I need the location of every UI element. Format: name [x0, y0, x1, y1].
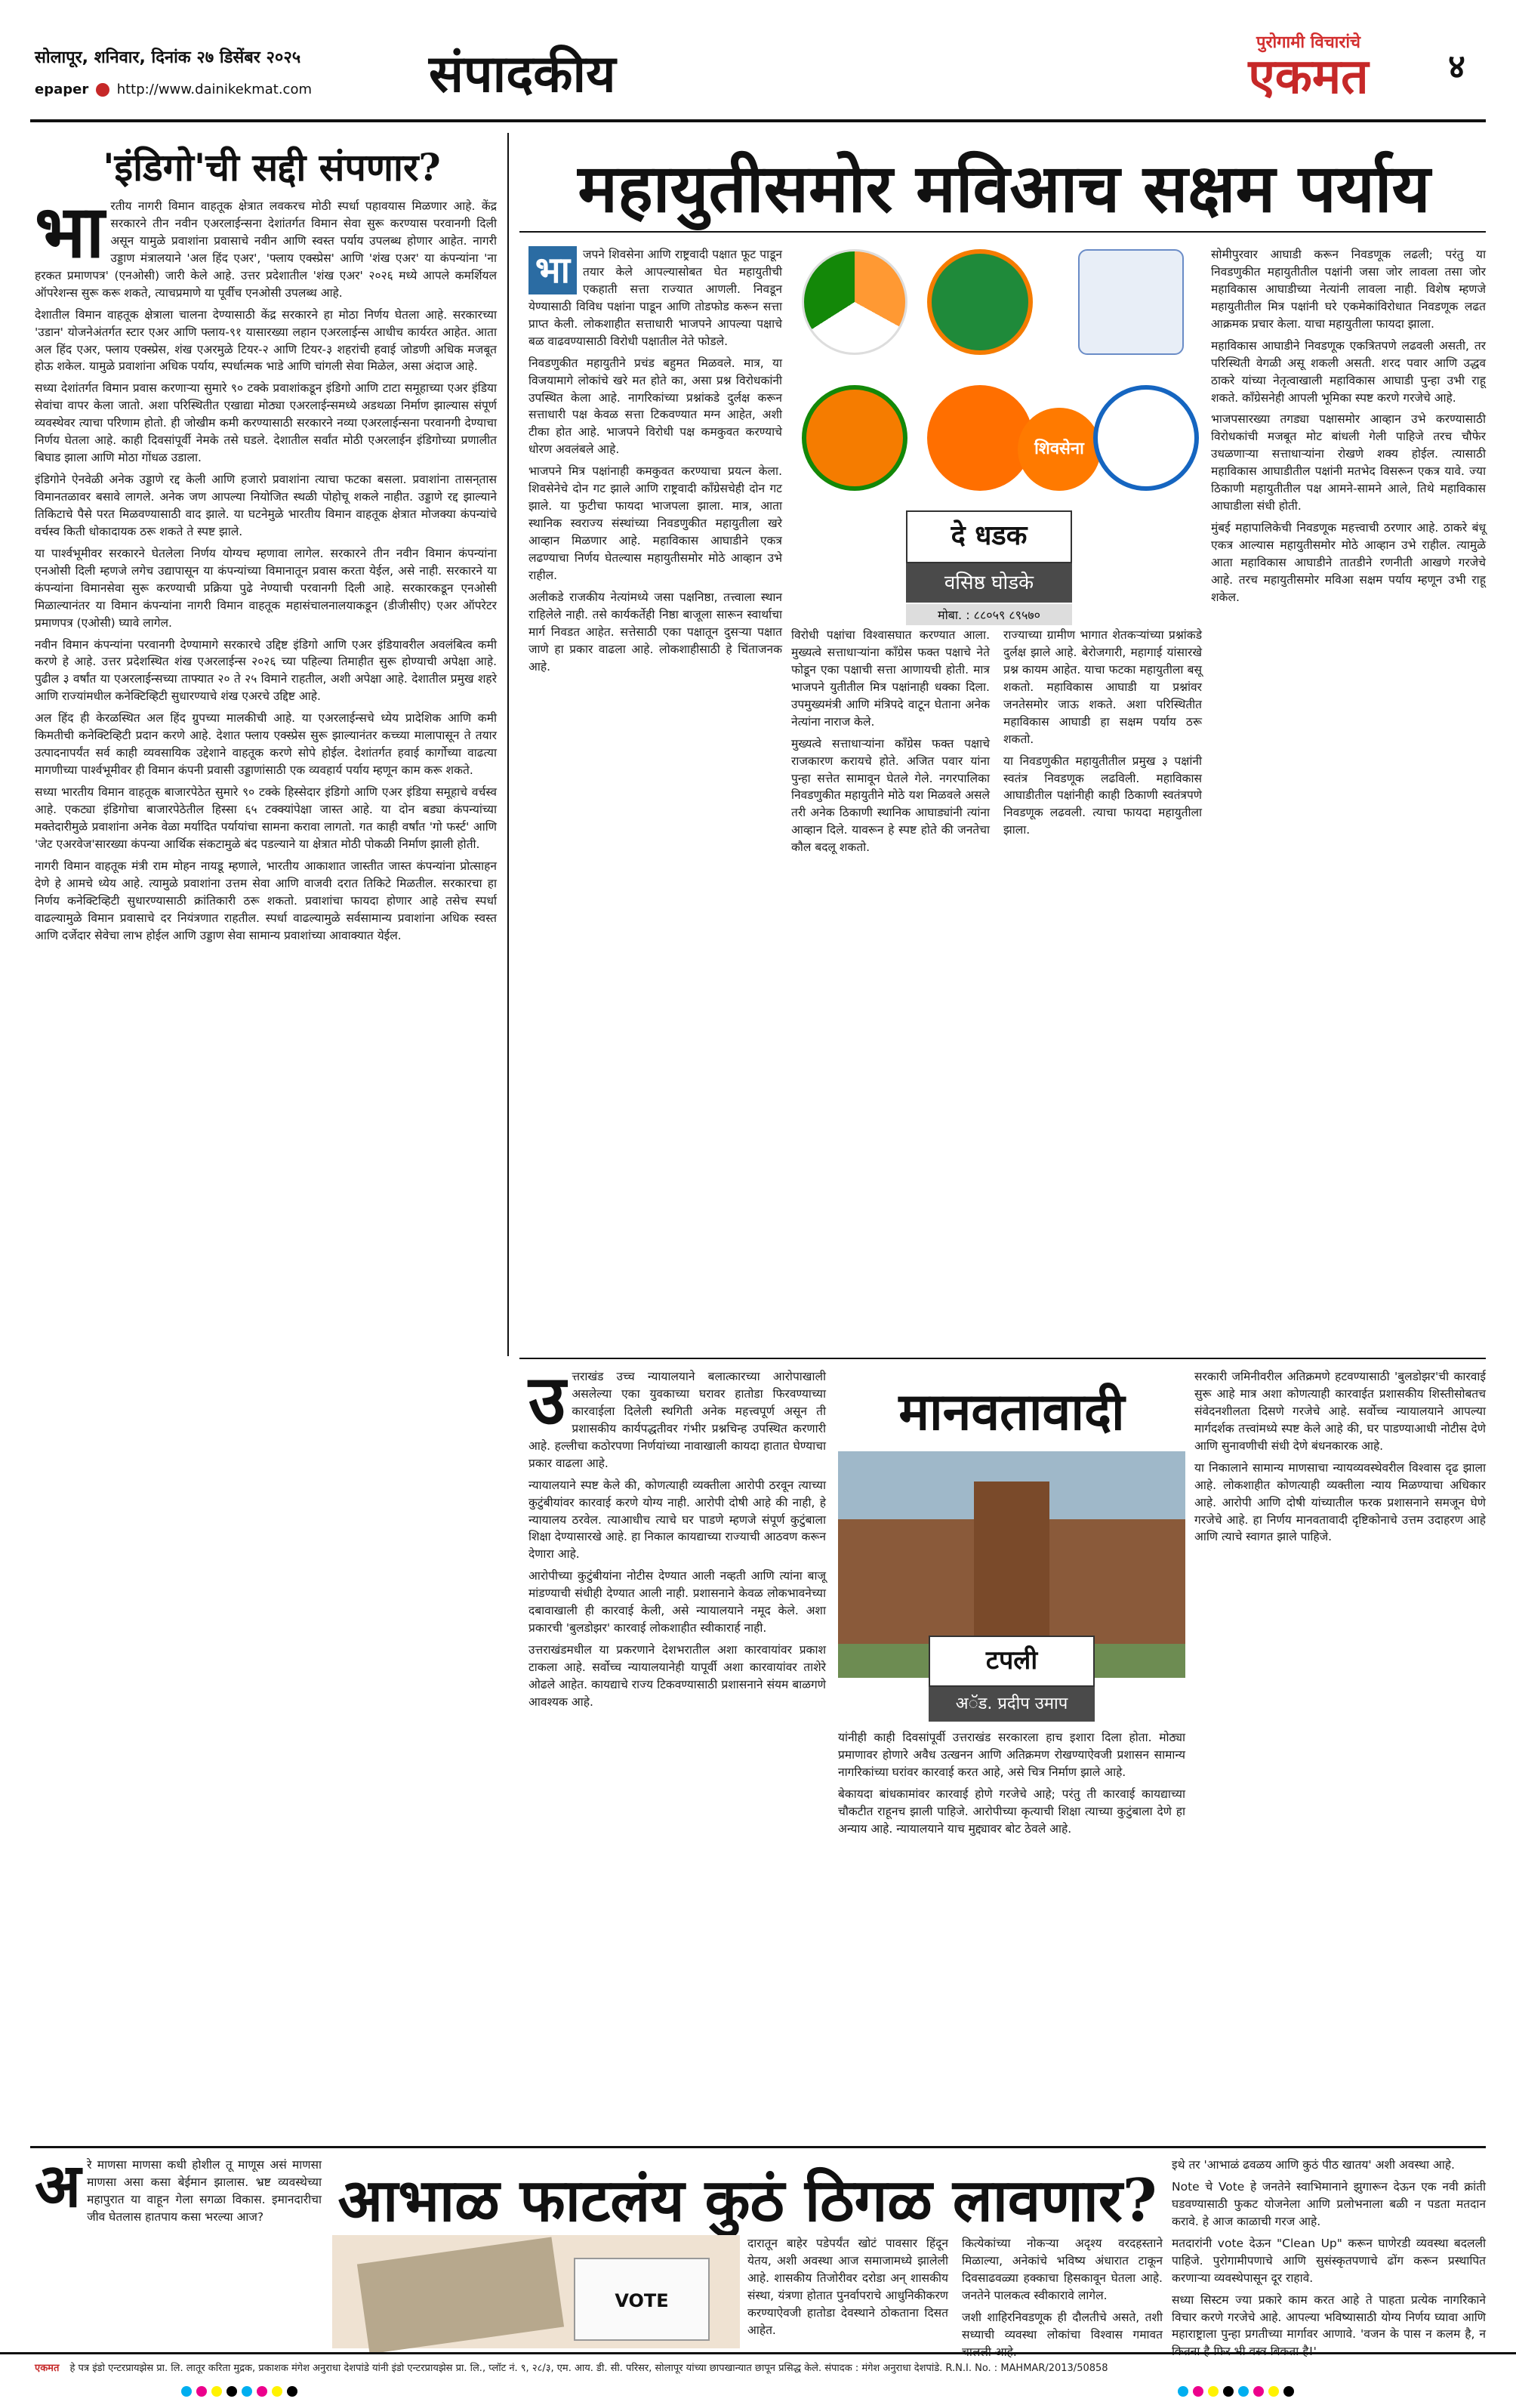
headline-rule: [519, 231, 1486, 233]
paragraph: अल हिंद ही केरळस्थित अल हिंद ग्रुपच्या मालकीची आहे. या एअरलाईन्सचे ध्येय प्रादेशिक आणि कमी किमतीची कनेक्टिव्हिटी प्रदान करणे आहे. देशात फ्लाय एक्स्प्रेस सुरू झाल्यानंतर कच्च्या मालापासून ते तयार उत्पादनापर्यंत सर्व काही व्यवसायिक उद्देशाने वाहतूक करणे सोपे होईल. देशांतर्गत हवाई कार्गोच्या वाढत्या मागणीच्या पार्श्वभूमीवर ही विमान कंपनी प्रवासी उड्डाणांसाठी एक व्यवहार्य पर्याय म्हणून काम करू शकते.: [35, 711, 497, 778]
editorial1-text: [35, 189, 497, 944]
editorial2-dropcap: भा: [528, 246, 577, 294]
paragraph: Note चे Vote हे जनतेने स्वाभिमानाने झुगारून देऊन एक नवी क्रांती घडवण्यासाठी फुकट योजनेला आणि प्रलोभनाला बळी न पडता मतदान करावे. हे आज काळाची गरज आहे.: [1172, 2179, 1486, 2228]
registration-marks-left: [181, 2386, 297, 2397]
editorial4-headline: आभाळ फाटलंय कुठं ठिगळ लावणार?: [337, 2166, 1157, 2235]
editorial2-headline: महायुतीसमोर मविआच सक्षम पर्याय: [578, 149, 1431, 227]
section-rule: [519, 1358, 1486, 1359]
paragraph: देशातील विमान वाहतूक क्षेत्राला चालना देण्यासाठी केंद्र सरकारने हा मोठा निर्णय घेतला आहे. सरकारच्या 'उडान' योजनेअंतर्गत स्टार एअर आणि फ्लाय-९१ यासारख्या लहान एअरलाईन्स आधीच कार्यरत आहेत. आता अल हिंद एअर, फ्लाय एक्स्प्रेस, शंख एअरमुळे टियर-२ आणि टियर-३ शहरांची हवाई जोडणी अधिक मजबूत होऊ शकेल. यामुळे प्रवाशांना अधिक पर्याय, स्पर्धात्मक भाडे आणि चांगली सेवा मिळेल, असा अंदाज आहे.: [35, 307, 497, 374]
column-name-box: दे धडक: [906, 510, 1072, 563]
paragraph: जपने शिवसेना आणि राष्ट्रवादी पक्षात फूट पाडून तयार केले आपल्यासोबत घेत महायुतीची एकहाती सत्ता राज्यात आणली. निवडून येण्यासाठी विविध पक्षांना पाडून आणि तोडफोड करून सत्ता प्राप्त केली. लोकशाहीत सत्ताधारी भाजपने आपल्या पक्षाचे बळ वाढवण्यासाठी विरोधी पक्षातील नेते फोडले.: [528, 248, 782, 348]
epaper-url[interactable]: http://www.dainikekmat.com: [116, 82, 312, 97]
section-rule-2: [30, 2146, 1486, 2148]
paragraph: नवीन विमान कंपन्यांना परवानगी देण्यामागे सरकारचे उद्दिष्ट इंडिगो आणि एअर इंडियावरील अवलंबित्व कमी करणे हे आहे. उत्तर प्रदेशस्थित शंख एअरलाईन्स २०२६ च्या पहिल्या तिमाहीत सुरू होण्याची अपेक्षा आहे. पुढील ३ वर्षांत या एअरलाईन्सच्या ताफ्यात २० ते २५ विमाने राहतील, अशी अपेक्षा आहे. देशातील प्रमुख शहरे आणि राज्यांमधील कनेक्टिव्हिटी सुधारण्याचे शंख एअरचे उद्दिष्ट आहे.: [35, 637, 497, 704]
paragraph: निवडणुकीत महायुतीने प्रचंड बहुमत मिळवले. मात्र, या विजयामागे लोकांचे खरे मत होते का, असा प्रश्न विरोधकांनी उपस्थित केला आहे. नागरिकांच्या प्रश्नांकडे दुर्लक्ष करून सत्ताधारी पक्ष केवळ सत्ता टिकवण्यात मग्न आहेत, अशी टीका होत आहे. भाजपने विरोधी पक्ष कमकुवत करण्याचे धोरण अवलंबले आहे.: [528, 356, 782, 457]
paragraph: मुख्यत्वे सत्ताधाऱ्यांना काँग्रेस फक्त पक्षाचे राजकारण करायचे होते. अजित पवार यांना पुन्हा सत्तेत सामावून घेतले गेले. नगरपालिका निवडणुकीत महायुतीने मोठे यश मिळवले असले तरी अनेक ठिकाणी स्थानिक आघाड्यांनी त्यांना आव्हान दिले. यावरून हे स्पष्ट होते की जनतेचा कौल बदलू शकतो.: [791, 736, 990, 855]
header-rule: [30, 119, 1486, 122]
ballot-box: VOTE: [574, 2258, 710, 2341]
paragraph: बेकायदा बांधकामांवर कारवाई होणे गरजेचे आहे; परंतु ती कारवाई कायद्याच्या चौकटीत राहूनच झाली पाहिजे. आरोपीच्या कृत्याची शिक्षा त्याच्या कुटुंबाला देणे हा अन्याय आहे. न्यायालयाने याच मुद्द्यावर बोट ठेवले आहे.: [838, 1787, 1185, 1836]
editorial2-col3-text: [1211, 246, 1486, 606]
paragraph: भाजपने मित्र पक्षांनाही कमकुवत करण्याचा प्रयत्न केला. शिवसेनेचे दोन गट झाले आणि राष्ट्रवादी काँग्रेसचेही दोन गट झाले. या फुटीचा फायदा भाजपला झाला. मात्र, आता स्थानिक स्वराज्य संस्थांच्या निवडणुकीत महायुतीला खरे आव्हान मिळणार आहे. महाविकास आघाडीने एकत्र लढण्याचा निर्णय घेतल्यास महायुतीसमोर मोठे आव्हान उभे राहील.: [528, 464, 782, 582]
party-logos-image: [791, 242, 1202, 544]
paragraph: या निकालाने सामान्य माणसाचा न्यायव्यवस्थेवरील विश्वास दृढ झाला आहे. लोकशाहीत कोणत्याही व्यक्तीला न्याय मिळण्याचा अधिकार आहे. आरोपी आणि दोषी यांच्यातील फरक प्रशासनाने समजून घेणे गरजेचे आहे. हा निर्णय मानवतावादी दृष्टिकोनाचे उत्तम उदाहरण आहे आणि त्याचे स्वागत झाले पाहिजे.: [1194, 1460, 1486, 1544]
congress-hand-icon: [802, 249, 907, 355]
author-box: वसिष्ठ घोडके: [906, 563, 1072, 603]
editorial3-col3-text: [1194, 1368, 1486, 1546]
editorial3-col1: [528, 1360, 826, 2138]
paragraph: महाविकास आघाडीने निवडणूक एकत्रितपणे लढवली असती, तर परिस्थिती वेगळी असू शकली असती. शरद पवार आणि उद्धव ठाकरे यांच्या नेतृत्वाखाली महाविकास आघाडी पुन्हा उभी राहू शकते. काँग्रेसनेही आपली भूमिका स्पष्ट करणे गरजेचे आहे.: [1211, 338, 1486, 405]
paragraph: राज्याच्या ग्रामीण भागात शेतकऱ्यांच्या प्रश्नांकडे दुर्लक्ष झाले आहे. बेरोजगारी, महागाई यांसारखे प्रश्न कायम आहेत. याचा फटका महायुतीला बसू शकतो. महाविकास आघाडी या प्रश्नांवर जनतेसमोर जाऊ शकते. अशा परिस्थितीत महाविकास आघाडी हा सक्षम पर्याय ठरू शकतो.: [1003, 628, 1202, 746]
paragraph: इथे तर 'आभाळं ढवळय आणि कुठं पीठ खातय' अशी अवस्था आहे.: [1172, 2158, 1455, 2172]
editorial1-body: [35, 189, 497, 1708]
paragraph: न्यायालयाने स्पष्ट केले की, कोणत्याही व्यक्तीला आरोपी ठरवून त्याच्या कुटुंबीयांवर कारवाई करणे योग्य नाही. आरोपी दोषी आहे की नाही, हे न्यायालय ठरवेल. त्याआधीच त्याचे घर पाडणे म्हणजे संपूर्ण कुटुंबाला शिक्षा देण्यासारखे आहे. हा निकाल कायद्याच्या राज्याची आठवण करून देणारा आहे.: [528, 1478, 826, 1562]
footer-logo: एकमत: [35, 2363, 60, 2374]
editorial2-col1-text: [528, 246, 782, 676]
imprint-footer: [0, 2352, 1516, 2381]
editorial4-intro-text: रे माणसा माणसा कधी होशील तू माणूस असं माणसा माणसा असा कसा बेईमान झालास. भ्रष्ट व्यवस्थेच्या महापुरात या वाहून गेला सगळा विकास. इमानदारीचा जीव घेतलास हातपाय कसा भरल्या आज?: [87, 2158, 322, 2224]
editorial4-col3: [747, 2235, 1163, 2359]
editorial4-intro: [35, 2150, 322, 2345]
paragraph: इंडिगोने ऐनवेळी अनेक उड्डाणे रद्द केली आणि हजारो प्रवाशांना त्याचा फटका बसला. प्रवाशांना तासन्‌तास विमानतळावर बसावे लागले. अनेक जण आपल्या नियोजित स्थळी पोहोचू शकले नाहीत. उड्डाणे रद्द झाल्याने तिकिटाचे पैसे परत मिळवण्यासाठी वाद झाले. या घटनेमुळे भारतीय विमान वाहतूक क्षेत्रात मोजक्या कंपन्यांचे वर्चस्व किती धोकादायक ठरू शकते ते स्पष्ट झाले.: [35, 473, 497, 538]
vote-hand-image: [332, 2235, 740, 2348]
paragraph: जशी शाहिरनिवडणूक ही दौलतीचे असते, तशी सध्याची व्यवस्था लोकांचा विश्वास गमावत चालली आहे.: [962, 2310, 1163, 2359]
logo-name: एकमत: [1248, 48, 1369, 105]
dateline: सोलापूर, शनिवार, दिनांक २७ डिसेंबर २०२५: [35, 48, 301, 67]
author-box-2: अॅड. प्रदीप उमाप: [929, 1687, 1095, 1722]
page-number: ४: [1448, 48, 1465, 86]
editorial2-col2: [791, 627, 1202, 1349]
paragraph: सध्या भारतीय विमान वाहतूक बाजारपेठेत सुमारे ९० टक्के हिस्सेदार इंडिगो आणि एअर इंडिया समूहाचे वर्चस्व आहे. एकट्या इंडिगोचा बाजारपेठेतील हिस्सा ६५ टक्क्यांपेक्षा जास्त आहे. या दोन बड्या कंपन्यांच्या मक्तेदारीमुळे प्रवाशांना अनेक वेळा मर्यादित पर्यायांचा सामना करावा लागतो. गत काही वर्षांत 'गो फर्स्ट' आणि 'जेट एअरवेज'सारख्या कंपन्या आर्थिक संकटामुळे बंद पडल्याने या क्षेत्रात मोठी पोकळी निर्माण झाली होती.: [35, 785, 497, 851]
column-name-box-2: टपली: [929, 1636, 1095, 1687]
paragraph: दारातून बाहेर पडेपर्यंत खोटं पावसार हिंदून येतय, अशी अवस्था आज समाजामध्ये झालेली आहे. शासकीय तिजोरीवर दरोडा अन् शासकीय संस्था, यंत्रणा होतात पुनर्वापराचे आधुनिकीकरण करण्याऐवजी हातोडा देवस्थाने ठोकताना दिसत आहेत.: [747, 2237, 948, 2337]
paragraph: सरकारी जमिनीवरील अतिक्रमणे हटवण्यासाठी 'बुलडोझर'ची कारवाई सुरू आहे मात्र अशा कोणत्याही कारवाईत प्रशासकीय शिस्तीसोबतच संवेदनशीलता दिसणे गरजेचे आहे. सर्वोच्च न्यायालयाने आपल्या मार्गदर्शक तत्त्वांमध्ये स्पष्ट केले आहे की, घर पाडण्याआधी नोटीस देणे आणि सुनावणीची संधी देणे बंधनकारक आहे.: [1194, 1370, 1486, 1453]
building-tower: [974, 1481, 1049, 1648]
paragraph: उत्तराखंडमधील या प्रकरणाने देशभरातील अशा कारवायांवर प्रकाश टाकला आहे. सर्वोच्च न्यायालयानेही यापूर्वी अशा कारवायांवर ताशेरे ओढले आहेत. कायद्याचे राज्य टिकवण्यासाठी प्रशासनाने संयम बाळगणे आवश्यक आहे.: [528, 1643, 826, 1709]
paragraph: या निवडणुकीत महायुतीतील प्रमुख ३ पक्षांनी स्वतंत्र निवडणूक लढविली. महाविकास आघाडीतील पक्षांनीही काही ठिकाणी स्वतंत्रपणे निवडणूक लढवली. त्याचा फायदा महायुतीला झाला.: [1003, 754, 1202, 837]
globe-icon: [96, 83, 109, 97]
paragraph: भाजपसारख्या तगड्या पक्षासमोर आव्हान उभे करण्यासाठी विरोधकांची मजबूत मोट बांधली गेली पाहिजे तरच चौफेर उधळणाऱ्या सत्ताधाऱ्यांना रोखणे शक्य होईल. त्यासाठी महाविकास आघाडीतील पक्षांनी मतभेद विसरून एकत्र यावे. ज्या ठिकाणी महायुतीतील पक्ष आमने-सामने आले, तिथे महाविकास आघाडीला संधी होती.: [1211, 412, 1486, 513]
paragraph: अलीकडे राजकीय नेत्यांमध्ये जसा पक्षनिष्ठा, तत्त्वाला स्थान राहिलेले नाही. तसे कार्यकर्तेही निष्ठा बाजूला सारून स्वार्थाचा मार्ग निवडत आहेत. सत्तेसाठी एका पक्षातून दुसऱ्या पक्षात जाणे हा प्रकार वाढला आहे. लोकशाहीसाठी हे चिंताजनक आहे.: [528, 590, 782, 674]
bjp-lotus-icon: [802, 385, 907, 491]
paragraph: विरोधी पक्षांचा विश्वासघात करण्यात आला. मुख्यत्वे सत्ताधाऱ्यांना काँग्रेस फक्त पक्षाचे नेते फोडून एका पक्षाची सत्ता आणायची होती. मात्र भाजपने युतीतील मित्र पक्षांनाही धक्का दिला. उपमुख्यमंत्री आणि मंत्रिपदे वाटून घेताना अनेक नेत्यांना नाराज केले.: [791, 628, 990, 729]
editorial2-col2-text: [791, 627, 1202, 856]
money-notes: [357, 2237, 564, 2354]
footer-text: हे पत्र इंडो एन्टरप्रायझेस प्रा. लि. लातूर करिता मुद्रक, प्रकाशक मंगेश अनुराधा देशपांडे यांनी इंडो एन्टरप्रायझेस प्रा. लि., प्लॉट नं. ९, २८/३, एम. आय. डी. सी. परिसर, सोलापूर यांच्या छापखान्यात छापून प्रसिद्ध केले. संपादक : मंगेश अनुराधा देशपांडे. R.N.I. No. : MAHMAR/2013/50858: [69, 2363, 1108, 2374]
paragraph: सध्या सिस्टम ज्या प्रकारे काम करत आहे ते पाहता प्रत्येक नागरिकाने विचार करणे गरजेचे आहे. आपल्या भविष्यासाठी योग्य निर्णय घ्यावा आणि महाराष्ट्राला पुन्हा प्रगतीच्या मार्गावर आणावे. 'वजन के पास न कलम है, न कितना है फिर भी वस्त्र बिकता है!': [1172, 2292, 1486, 2359]
paragraph: आरोपीच्या कुटुंबीयांना नोटीस देण्यात आली नव्हती आणि त्यांना बाजू मांडण्याची संधीही देण्यात आली नाही. प्रशासनाने केवळ लोकभावनेच्या दबावाखाली ही कारवाई केली, असे न्यायालयाने नमूद केले. अशा प्रकारची 'बुलडोझर' कारवाई लोकशाहीत स्वीकारार्ह नाही.: [528, 1569, 826, 1636]
shivsena-bow-icon: [927, 385, 1033, 491]
editorial2-col1: [528, 246, 782, 1349]
paragraph: त्तराखंड उच्च न्यायालयाने बलात्कारच्या आरोपाखाली असलेल्या एका युवकाच्या घरावर हातोडा फिरवण्याच्या कारवाईला दिलेली स्थगिती अनेक महत्त्वपूर्ण असून ती प्रशासकीय कार्यपद्धतीवर गंभीर प्रश्नचिन्ह उपस्थित करणारी आहे. हल्लीचा कठोरपणा निर्णयांच्या नावाखाली कायदा हातात घेण्याचा प्रकार वाढला आहे.: [528, 1370, 826, 1470]
ncp-sp-icon: [1078, 249, 1184, 355]
paragraph: सध्या देशांतर्गत विमान प्रवास करणाऱ्या सुमारे ९० टक्के प्रवाशांकडून इंडिगो आणि टाटा समूहाच्या एअर इंडिया सेवांचा वापर केला जातो. अशा परिस्थितीत एखाद्या मोठ्या एअरलाईन्समध्ये अडथळा निर्माण झाल्यास संपूर्ण व्यवस्थेवर त्याचा परिणाम होतो. ही जोखीम कमी करण्यासाठी सरकारने नव्या एअरलाईन्सना परवानगी देण्याचा निर्णय घेतला आहे. काही दिवसांपूर्वी नेमके तसे घडले. देशातील सर्वांत मोठी एअरलाईन इंडिगोच्या प्रणालीत बिघाड झाला आणि मोठा गोंधळ उडाला.: [35, 381, 497, 465]
paragraph: यांनीही काही दिवसांपूर्वी उत्तराखंड सरकारला हाच इशारा दिला होता. मोठ्या प्रमाणावर होणारे अवैध उत्खनन आणि अतिक्रमण रोखण्याऐवजी प्रशासन सामान्य नागरिकांच्या घरांवर कारवाई करत आहे, असे चित्र निर्माण झाले आहे.: [838, 1731, 1185, 1779]
epaper-label: epaper: [35, 82, 89, 97]
paragraph: मुंबई महापालिकेची निवडणूक महत्त्वाची ठरणार आहे. ठाकरे बंधू एकत्र आल्यास महायुतीसमोर मोठे आव्हान उभे राहील. त्यामुळे आता महाविकास आघाडीने तातडीने रणनीती आखणे गरजेचे आहे. तरच महायुतीसमोर मविआ सक्षम पर्याय म्हणून उभी राहू शकेल.: [1211, 521, 1486, 604]
paragraph: रतीय नागरी विमान वाहतूक क्षेत्रात लवकरच मोठी स्पर्धा पहावयास मिळणार आहे. केंद्र सरकारने तीन नवीन एअरलाईन्सना देशांतर्गत विमान सेवा सुरू करण्यास परवानगी दिली असून यामुळे प्रवाशांना प्रवासाचे नवीन आणि स्वस्त पर्याय उपलब्ध होणार आहेत. नागरी उड्डाण मंत्रालयाने 'अल हिंद एअर', 'फ्लाय एक्स्प्रेस' आणि 'शंख एअर' या कंपन्यांना 'ना हरकत प्रमाणपत्र' (एनओसी) जारी केले आहे. उत्तर प्रदेशातील 'शंख एअर' २०२६ मध्ये आपले कमर्शियल ऑपरेशन्स सुरू करू शकते, त्याचप्रमाणे या पूर्वीच एनओसी उपलब्ध आहे.: [35, 199, 497, 300]
paragraph: नागरी विमान वाहतूक मंत्री राम मोहन नायडू म्हणाले, भारतीय आकाशात जास्तीत जास्त कंपन्यांना प्रोत्साहन देणे हे आमचे ध्येय आहे. त्यामुळे प्रवाशांना उत्तम सेवा आणि वाजवी दरात तिकिटे मिळतील. सरकारचा हा निर्णय कनेक्टिव्हिटी सुधारण्यासाठी क्रांतिकारी ठरू शकतो. प्रवाशांचा फायदा होणार आहे तसेच स्पर्धा वाढल्यामुळे विमान प्रवासाचे दर नियंत्रणात राहतील. स्पर्धा वाढल्यामुळे सर्वसामान्य प्रवाशांना अधिक स्वस्त आणि दर्जेदार सेवेचा लाभ होईल आणि उड्डाण सेवा सामान्य प्रवाशांच्या आवाक्यात येईल.: [35, 859, 497, 942]
registration-marks-right: [1178, 2386, 1294, 2397]
ncp-tutari-icon: [1093, 385, 1199, 491]
paragraph: मतदारांनी vote देऊन "Clean Up" करून घाणेरडी व्यवस्था बदलली पाहिजे. पुरोगामीपणाचे आणि सुसंस्कृतपणाचे ढोंग करून प्रस्थापित करणाऱ्या व्यवस्थेपासून दूर राहावे.: [1172, 2236, 1486, 2285]
column-divider: [507, 133, 509, 1356]
paragraph: सोमीपुरवार आघाडी करून निवडणूक लढली; परंतु या निवडणुकीत महायुतीतील पक्षांनी जसा जोर लावला तसा जोर महाविकास आघाडीच्या नेत्यांनी लावला नाही. विशेष म्हणजे महायुतीतील मित्र पक्षांनी घरे एकमेकांविरोधात निवडणूक लढत आक्रमक प्रचार केला. याचा महायुतीला फायदा झाला.: [1211, 248, 1486, 331]
editorial3-col3: [1194, 1368, 1486, 2138]
section-title: संपादकीय: [429, 44, 616, 104]
paragraph: या पार्श्वभूमीवर सरकारने घेतलेला निर्णय योग्यच म्हणावा लागेल. सरकारने तीन नवीन विमान कंपन्यांना एनओसी दिली म्हणजे लगेच उद्यापासून या कंपन्यांच्या विमानातून प्रवास करता येईल, असे नाही. सरकारने या कंपन्यांना विमानसेवा सुरू करण्याची प्रक्रिया पुढे नेण्याची परवानगी दिली आहे. सरकारकडून एनओसी मिळाल्यानंतर या विमान कंपन्यांना नागरी विमान वाहतूक महासंचालनालयाकडून (डीजीसीए) एअर ऑपरेटर प्रमाणपत्र (एओसी) घ्यावे लागेल.: [35, 546, 497, 630]
editorial3-col2-text: [838, 1729, 1185, 1838]
editorial4-col4: [1172, 2157, 1486, 2359]
ncp-clock-icon: [927, 249, 1033, 355]
editorial3-col1-text: [528, 1360, 826, 1711]
editorial1-dropcap: भा: [35, 189, 105, 274]
masthead-logo: [1222, 30, 1395, 116]
editorial4-dropcap: अ: [35, 2150, 82, 2221]
epaper-line: [35, 82, 312, 97]
editorial4-col4-text: [1172, 2157, 1486, 2360]
editorial3-headline: मानवतावादी: [898, 1382, 1125, 1442]
editorial3-col2: [838, 1729, 1185, 2137]
editorial1-headline: 'इंडिगो'ची सद्दी संपणार?: [103, 145, 441, 190]
editorial3-dropcap: उ: [528, 1360, 566, 1440]
paragraph: कित्येकांच्या नोकऱ्या अदृश्य वरदहस्ताने मिळाल्या, अनेकांचे भविष्य अंधारात टाकून दिवसाढवळ्या हक्काचा हिसकावून घेतला आहे. जनतेने पालकत्व स्वीकारावे लागेल.: [962, 2237, 1163, 2302]
author-phone: मोबा. : ८८०५९ ८९५७०: [906, 604, 1072, 625]
editorial2-col3: [1211, 246, 1486, 1349]
editorial4-col3-text: [747, 2235, 1163, 2361]
logo-tagline: पुरोगामी विचारांचे: [1256, 33, 1361, 52]
shivsena-ubt-icon: शिवसेना: [1018, 408, 1101, 491]
